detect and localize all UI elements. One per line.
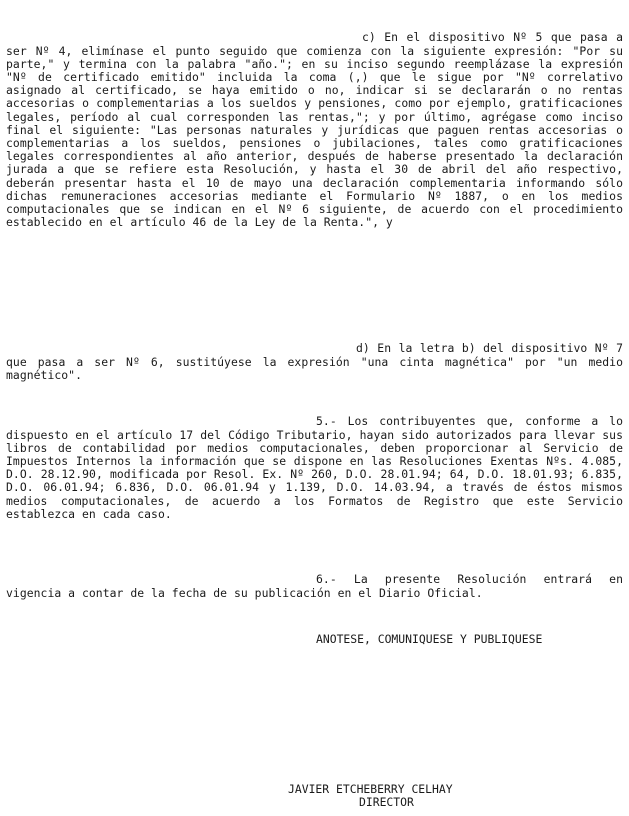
paragraph-item-d: d) En la letra b) del dispositivo Nº 7 que pasa a ser Nº 6, sustitúyese la expresión "una cinta magnética" por "un medio magnético". bbox=[6, 341, 623, 382]
signatory-title: DIRECTOR bbox=[359, 795, 414, 809]
signatory-name: JAVIER ETCHEBERRY CELHAY bbox=[288, 782, 453, 796]
closing-formula: ANOTESE, COMUNIQUESE Y PUBLIQUESE bbox=[316, 632, 543, 646]
paragraph-item-c: c) En el dispositivo Nº 5 que pasa a ser Nº 4, elimínase el punto seguido que comienza con la siguiente expresión: "Por su parte," y termina con la palabra "año."; en su inciso segundo reemplázase la expresión "Nº de certificado emitido" incluida la coma (,) que le sigue por "Nº correlativo asignado al certificado, se haya emitido o no, indicar si se declararán o no rentas accesorias o complementarias a los sueldos y pensiones, como por ejemplo, gratificaciones legales, período al cual corresponden las rentas,"; y por último, agrégase como inciso final el siguiente: "Las personas naturales y jurídicas que paguen rentas accesorias o complementarias a los sueldos, pensiones o jubilaciones, tales como gratificaciones legales correspondientes al año anterior, después de haberse presentado la declaración jurada a que se refiere esta Resolución, y hasta el 30 de abril del año respectivo, deberán presentar hasta el 10 de mayo una declaración complementaria informando sólo dichas remuneraciones accesorias mediante el Formulario Nº 1887, o en los medios computacionales que se indican en el Nº 6 siguiente, de acuerdo con el procedimiento establecido en el artículo 46 de la Ley de la Renta.", y bbox=[6, 30, 623, 230]
paragraph-item-6: 6.- La presente Resolución entrará en vigencia a contar de la fecha de su publicación en el Diario Oficial. bbox=[6, 572, 623, 600]
paragraph-item-5: 5.- Los contribuyentes que, conforme a lo dispuesto en el artículo 17 del Código Tributario, hayan sido autorizados para llevar sus libros de contabilidad por medios computacionales, deben proporcionar al Servicio de Impuestos Internos la información que se dispone en las Resoluciones Exentas Nºs. 4.085, D.O. 28.12.90, modificada por Resol. Ex. Nº 260, D.O. 28.01.94; 64, D.O. 18.01.93; 6.835, D.O. 06.01.94; 6.836, D.O. 06.01.94 y 1.139, D.O. 14.03.94, a través de éstos mismos medios computacionales, de acuerdo a los Formatos de Registro que este Servicio establezca en cada caso. bbox=[6, 414, 623, 521]
